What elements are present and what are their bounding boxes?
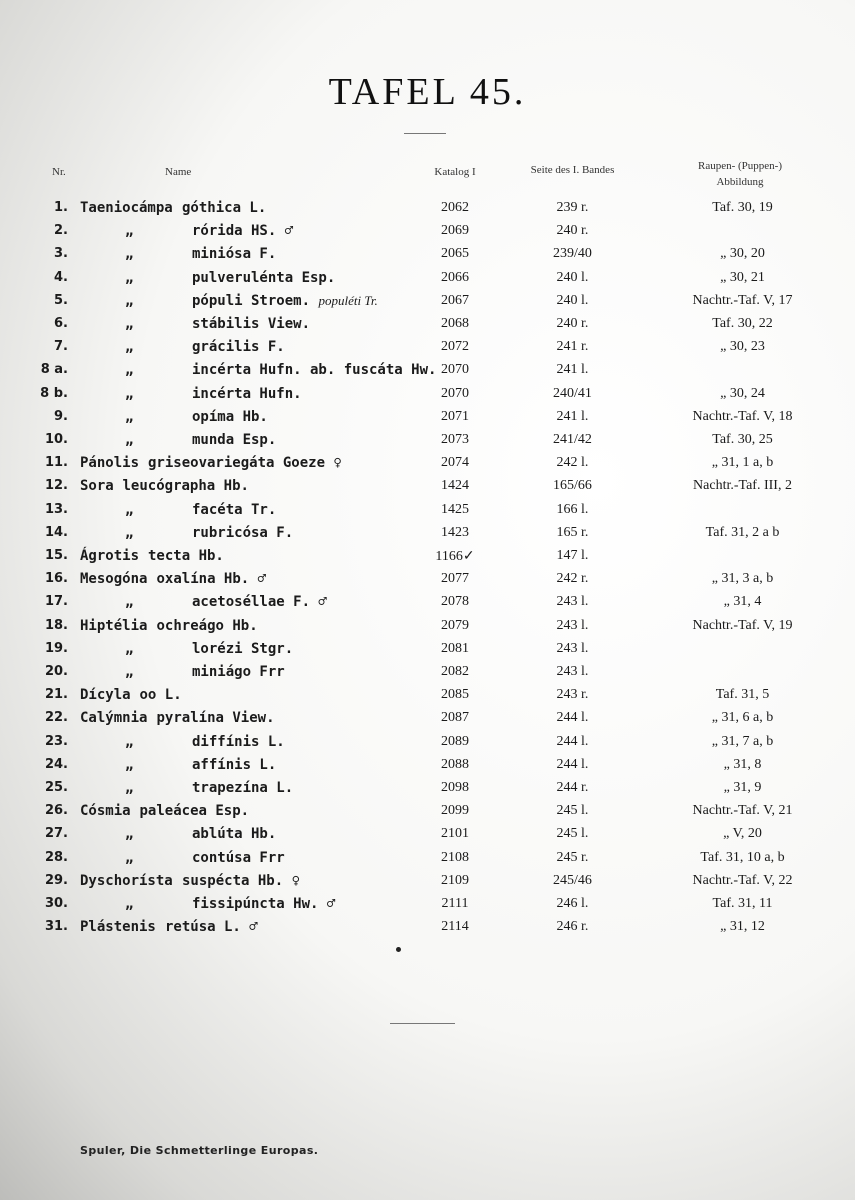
genus-ditto-mark: „ xyxy=(125,362,134,379)
species-name xyxy=(157,618,258,634)
katalog-number: 1166✓ xyxy=(435,549,475,564)
species-epithet: paleácea Esp. xyxy=(139,803,250,820)
header-seite: Seite des I. Bandes xyxy=(530,164,615,176)
footer-credit: Spuler, Die Schmetterlinge Europas. xyxy=(80,1144,319,1157)
figure-reference: Nachtr.-Taf. V, 19 xyxy=(692,617,793,633)
genus-name: Taeniocámpa xyxy=(80,200,173,216)
figure-reference: Taf. 30, 19 xyxy=(712,200,773,215)
species-epithet: tecta Hb. xyxy=(148,548,224,564)
table-row xyxy=(0,339,855,362)
row-number: 21. xyxy=(44,687,68,703)
page-reference: 241 l. xyxy=(556,362,589,378)
species-name xyxy=(192,664,285,680)
species-name xyxy=(192,362,436,378)
katalog-number: 2071 xyxy=(441,408,469,424)
genus-ditto-mark: „ xyxy=(125,316,134,332)
figure-reference: „ 31, 1 a, b xyxy=(711,455,774,471)
genus-name: Sora xyxy=(80,478,114,495)
species-name xyxy=(192,270,335,286)
figure-reference: „ 30, 23 xyxy=(720,339,765,355)
row-number: 22. xyxy=(44,710,68,726)
species-name xyxy=(140,803,250,819)
table-row xyxy=(0,594,855,617)
page-reference: 165 r. xyxy=(556,524,589,540)
species-name xyxy=(192,594,327,610)
species-epithet: diffínis L. xyxy=(192,733,285,750)
page-reference: 244 l. xyxy=(556,710,589,726)
species-epithet: rubricósa F. xyxy=(192,524,294,541)
katalog-number: 2109 xyxy=(441,872,469,888)
page-reference: 243 l. xyxy=(556,640,589,656)
figure-reference: Nachtr.-Taf. V, 22 xyxy=(692,872,793,888)
katalog-number: 2085 xyxy=(441,687,469,703)
bottom-divider xyxy=(390,1023,455,1024)
figure-reference: Nachtr.-Taf. V, 18 xyxy=(692,408,793,424)
table-row xyxy=(0,757,855,780)
page-reference: 240/41 xyxy=(553,385,592,401)
header-name: Name xyxy=(165,166,192,178)
genus-name: Pánolis xyxy=(80,455,140,472)
genus-ditto-mark: „ xyxy=(125,896,134,912)
table-row xyxy=(0,618,855,641)
katalog-number: 2082 xyxy=(441,664,469,679)
page-reference: 246 l. xyxy=(556,896,589,911)
row-number: 29. xyxy=(44,872,68,888)
figure-reference: Nachtr.-Taf. V, 17 xyxy=(692,292,793,308)
table-row xyxy=(0,362,855,385)
table-row xyxy=(0,316,855,339)
row-number: 27. xyxy=(44,826,68,842)
species-name xyxy=(192,339,285,355)
katalog-number: 2101 xyxy=(441,826,469,842)
page-reference: 240 r. xyxy=(556,316,589,331)
table-row xyxy=(0,803,855,826)
figure-reference: „ 31, 8 xyxy=(723,756,762,772)
page-reference: 240 r. xyxy=(556,223,589,239)
row-number: 13. xyxy=(44,501,68,517)
page-reference: 239/40 xyxy=(553,246,592,262)
figure-reference: „ 30, 21 xyxy=(720,269,765,285)
species-epithet: stábilis View. xyxy=(192,316,311,332)
figure-reference: „ 30, 24 xyxy=(720,385,765,401)
row-number: 26. xyxy=(44,803,68,819)
figure-reference: „ V, 20 xyxy=(723,826,762,842)
page-reference: 245 r. xyxy=(556,849,589,865)
species-name xyxy=(192,386,302,402)
row-number: 11. xyxy=(44,455,68,471)
species-epithet: trapezína L. xyxy=(192,780,294,796)
species-epithet: retúsa L. ♂ xyxy=(165,919,258,936)
page-reference: 244 l. xyxy=(556,733,589,749)
row-number: 30. xyxy=(44,896,68,911)
species-name xyxy=(148,455,342,471)
page-reference: 147 l. xyxy=(556,548,589,563)
species-name xyxy=(192,525,293,541)
katalog-number: 2087 xyxy=(441,710,469,726)
species-epithet: miniágo Frr xyxy=(192,664,285,680)
figure-reference: Taf. 31, 10 a, b xyxy=(700,849,785,865)
katalog-number: 1423 xyxy=(441,524,469,540)
species-name xyxy=(192,757,276,773)
katalog-number: 1424 xyxy=(441,478,469,494)
species-name xyxy=(192,850,285,866)
page-reference: 242 l. xyxy=(556,455,589,471)
genus-ditto-mark: „ xyxy=(125,339,134,356)
header-abbildung-2: Abbildung xyxy=(716,176,764,188)
species-epithet: acetoséllae F. ♂ xyxy=(192,594,327,611)
species-name xyxy=(192,734,285,750)
genus-name: Calýmnia xyxy=(80,710,148,727)
table-row xyxy=(0,710,855,733)
genus-ditto-mark: „ xyxy=(125,849,134,866)
katalog-number: 2081 xyxy=(441,640,469,656)
row-number: 14. xyxy=(44,524,68,540)
table-row xyxy=(0,200,855,223)
figure-reference: Taf. 31, 11 xyxy=(712,896,773,911)
table-row xyxy=(0,455,855,478)
table-row xyxy=(0,246,855,269)
figure-reference: „ 31, 9 xyxy=(723,780,762,795)
species-name xyxy=(192,316,310,332)
figure-reference: Nachtr.-Taf. III, 2 xyxy=(693,478,792,494)
page-reference: 244 l. xyxy=(556,756,589,772)
species-epithet: suspécta Hb. ♀ xyxy=(182,872,301,889)
species-name xyxy=(182,873,300,889)
species-epithet: pyralína View. xyxy=(156,710,275,727)
katalog-number: 2114 xyxy=(441,919,469,935)
page-title: TAFEL 45. xyxy=(328,71,527,113)
page-reference: 243 r. xyxy=(556,687,589,703)
genus-ditto-mark: „ xyxy=(125,594,134,611)
species-name xyxy=(192,432,276,448)
page-reference: 241/42 xyxy=(553,432,592,447)
page-reference: 239 r. xyxy=(556,200,589,215)
table-row xyxy=(0,664,855,687)
table-row xyxy=(0,293,855,316)
species-name xyxy=(157,571,267,587)
katalog-number: 2067 xyxy=(441,292,469,308)
row-number: 28. xyxy=(44,849,68,865)
figure-reference: „ 31, 12 xyxy=(720,919,765,935)
table-row xyxy=(0,270,855,293)
page-reference: 240 l. xyxy=(556,292,589,308)
figure-reference: „ 31, 4 xyxy=(723,594,762,610)
row-number: 20. xyxy=(44,664,68,679)
katalog-number: 2070 xyxy=(441,385,469,401)
species-epithet: fissipúncta Hw. ♂ xyxy=(192,896,336,912)
species-epithet: lorézi Stgr. xyxy=(192,640,294,657)
species-name xyxy=(148,548,224,564)
genus-name: Cósmia xyxy=(80,803,131,820)
species-name xyxy=(192,896,335,912)
table-row xyxy=(0,478,855,501)
page-reference: 240 l. xyxy=(556,269,589,285)
katalog-number: 2098 xyxy=(441,780,469,795)
genus-ditto-mark: „ xyxy=(125,246,134,263)
species-name xyxy=(182,200,266,216)
species-epithet: oxalína Hb. ♂ xyxy=(156,571,267,588)
species-epithet: affínis L. xyxy=(192,756,277,773)
genus-ditto-mark: „ xyxy=(125,385,134,402)
table-row xyxy=(0,223,855,246)
species-name xyxy=(192,826,276,842)
row-number: 19. xyxy=(44,640,68,656)
genus-name: Hiptélia xyxy=(80,617,148,634)
species-epithet: miniósa F. xyxy=(192,246,277,263)
row-number: 8 b. xyxy=(40,385,68,401)
species-name xyxy=(192,223,293,239)
row-number: 10. xyxy=(44,432,68,447)
genus-ditto-mark: „ xyxy=(125,269,134,286)
table-row xyxy=(0,896,855,919)
header-nr: Nr. xyxy=(52,166,66,178)
row-number: 18. xyxy=(44,617,68,633)
katalog-number: 2111 xyxy=(441,896,469,911)
row-number: 3. xyxy=(54,246,68,262)
species-name xyxy=(123,478,249,494)
row-number: 12. xyxy=(44,478,68,494)
figure-reference: Taf. 30, 25 xyxy=(712,432,773,447)
katalog-number: 2099 xyxy=(441,803,469,819)
table-row xyxy=(0,502,855,525)
katalog-number: 2088 xyxy=(441,756,469,772)
synonym-note: populéti Tr. xyxy=(318,292,378,308)
page-reference: 244 r. xyxy=(556,780,589,795)
title-divider xyxy=(404,133,446,134)
row-number: 8 a. xyxy=(40,362,68,378)
katalog-number: 2078 xyxy=(441,594,469,610)
katalog-number: 2108 xyxy=(441,849,469,865)
genus-ditto-mark: „ xyxy=(125,756,134,773)
species-name xyxy=(192,641,293,657)
page-reference: 245 l. xyxy=(556,826,589,842)
katalog-number: 2070 xyxy=(441,362,469,378)
row-number: 2. xyxy=(54,223,68,239)
katalog-number: 2072 xyxy=(441,339,469,355)
page-reference: 246 r. xyxy=(556,919,589,935)
table-row xyxy=(0,826,855,849)
genus-name: Plástenis xyxy=(80,919,156,936)
species-name xyxy=(192,780,293,796)
page-reference: 245 l. xyxy=(556,803,589,819)
katalog-number: 1425 xyxy=(441,501,469,517)
figure-reference: Taf. 30, 22 xyxy=(712,316,773,331)
page-reference: 166 l. xyxy=(556,501,589,517)
row-number: 24. xyxy=(44,756,68,772)
genus-name: Dyschorísta xyxy=(80,872,173,889)
katalog-number: 2062 xyxy=(441,200,469,215)
species-epithet: leucógrapha Hb. xyxy=(122,478,249,495)
row-number: 5. xyxy=(54,292,68,308)
species-epithet: rórida HS. ♂ xyxy=(192,223,294,240)
figure-reference: Taf. 31, 5 xyxy=(715,687,770,703)
species-epithet: munda Esp. xyxy=(192,432,277,448)
table-row xyxy=(0,850,855,873)
row-number: 9. xyxy=(54,408,68,424)
species-epithet: opíma Hb. xyxy=(192,408,268,425)
genus-ditto-mark: „ xyxy=(125,292,134,309)
header-abbildung-1: Raupen- (Puppen-) xyxy=(697,160,782,172)
row-number: 15. xyxy=(44,548,68,563)
figure-reference: „ 31, 6 a, b xyxy=(711,710,774,726)
species-epithet: incérta Hufn. xyxy=(192,385,302,402)
genus-ditto-mark: „ xyxy=(125,524,134,541)
species-epithet: griseovariegáta Goeze ♀ xyxy=(148,455,342,472)
page-reference: 243 l. xyxy=(556,594,589,610)
species-epithet: grácilis F. xyxy=(192,339,285,356)
page-reference: 245/46 xyxy=(553,872,592,888)
species-epithet: oo L. xyxy=(139,687,182,704)
species-name xyxy=(192,502,276,518)
genus-name: Dícyla xyxy=(80,687,131,704)
species-epithet: góthica L. xyxy=(182,200,267,216)
katalog-number: 2077 xyxy=(441,571,469,587)
page-reference: 243 l. xyxy=(556,664,589,679)
row-number: 7. xyxy=(54,339,68,355)
page-reference: 243 l. xyxy=(556,617,589,633)
header-katalog: Katalog I xyxy=(434,166,476,178)
genus-ditto-mark: „ xyxy=(125,640,134,657)
page-reference: 165/66 xyxy=(553,478,592,494)
genus-ditto-mark: „ xyxy=(125,733,134,750)
table-row xyxy=(0,780,855,803)
katalog-number: 2074 xyxy=(441,455,469,471)
genus-ditto-mark: „ xyxy=(125,408,134,425)
figure-reference: „ 30, 20 xyxy=(720,246,765,262)
species-name xyxy=(192,409,268,425)
table-row xyxy=(0,641,855,664)
figure-reference: „ 31, 3 a, b xyxy=(711,571,774,587)
row-number: 17. xyxy=(44,594,68,610)
table-row xyxy=(0,571,855,594)
table-row xyxy=(0,432,855,455)
table-row xyxy=(0,409,855,432)
katalog-number: 2068 xyxy=(441,316,469,331)
figure-reference: Nachtr.-Taf. V, 21 xyxy=(692,803,793,819)
table-row xyxy=(0,525,855,548)
page-reference: 241 r. xyxy=(556,339,589,355)
row-number: 4. xyxy=(54,269,68,285)
genus-ditto-mark: „ xyxy=(125,432,134,448)
species-epithet: facéta Tr. xyxy=(192,501,277,518)
species-epithet: ochreágo Hb. xyxy=(156,617,258,634)
katalog-number: 2069 xyxy=(441,223,469,239)
figure-reference: „ 31, 7 a, b xyxy=(711,733,774,749)
species-epithet: contúsa Frr xyxy=(192,849,285,866)
table-row xyxy=(0,734,855,757)
genus-ditto-mark: „ xyxy=(125,780,134,796)
row-number: 16. xyxy=(44,571,68,587)
species-epithet: pópuli Stroem. xyxy=(192,292,311,309)
page-reference: 241 l. xyxy=(556,408,589,424)
katalog-number: 2089 xyxy=(441,733,469,749)
row-number: 6. xyxy=(54,316,68,331)
table-row xyxy=(0,687,855,710)
species-epithet: ablúta Hb. xyxy=(192,826,277,843)
katalog-number: 2079 xyxy=(441,617,469,633)
genus-name: Mesogóna xyxy=(80,571,148,588)
row-number: 25. xyxy=(44,780,68,795)
table-row xyxy=(0,548,855,571)
genus-name: Ágrotis xyxy=(80,548,140,564)
species-name xyxy=(165,919,258,935)
table-row xyxy=(0,386,855,409)
row-number: 31. xyxy=(44,919,68,935)
species-epithet: pulverulénta Esp. xyxy=(192,269,336,286)
page-reference: 242 r. xyxy=(556,571,589,587)
genus-ditto-mark: „ xyxy=(125,664,134,680)
katalog-number: 2073 xyxy=(441,432,469,447)
species-name xyxy=(140,687,182,703)
species-name xyxy=(192,246,276,262)
row-number: 23. xyxy=(44,733,68,749)
species-name xyxy=(192,293,378,309)
ink-dot xyxy=(396,947,401,952)
katalog-number: 2066 xyxy=(441,269,469,285)
figure-reference: Taf. 31, 2 a b xyxy=(705,524,780,540)
row-number: 1. xyxy=(54,200,68,215)
species-epithet: incérta Hufn. ab. fuscáta Hw. xyxy=(192,362,437,379)
genus-ditto-mark: „ xyxy=(125,826,134,843)
species-name xyxy=(157,710,275,726)
table-row xyxy=(0,873,855,896)
table-row xyxy=(0,919,855,942)
genus-ditto-mark: „ xyxy=(125,501,134,518)
katalog-number: 2065 xyxy=(441,246,469,262)
genus-ditto-mark: „ xyxy=(125,223,134,240)
